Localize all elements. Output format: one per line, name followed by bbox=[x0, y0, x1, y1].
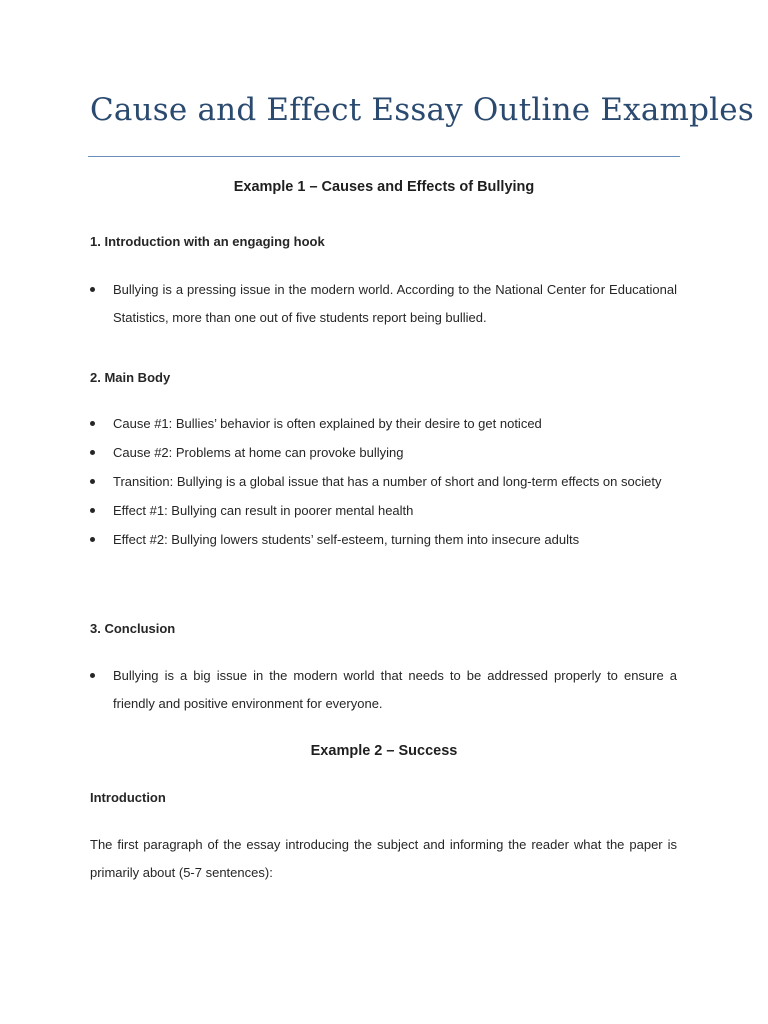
example-1-heading: Example 1 – Causes and Effects of Bullying bbox=[233, 179, 535, 195]
bullet-icon bbox=[90, 421, 95, 426]
example-2-introduction-paragraph: The first paragraph of the essay introducing the subject and informing the reader what the paper is primarily about (5-7 sentences): bbox=[90, 837, 677, 880]
bullet-icon bbox=[90, 508, 95, 513]
bullet-icon bbox=[90, 673, 95, 678]
list-item-text: Bullying is a big issue in the modern world that needs to be addressed properly to ensure a friendly and positive environment for everyone. bbox=[113, 668, 677, 711]
conclusion-bullet-list bbox=[90, 662, 677, 718]
list-item bbox=[90, 410, 677, 438]
list-item bbox=[90, 497, 677, 525]
section-main-body-heading: 2. Main Body bbox=[90, 370, 171, 385]
example-2-introduction-heading: Introduction bbox=[90, 790, 166, 805]
list-item bbox=[90, 439, 677, 467]
section-conclusion-heading: 3. Conclusion bbox=[90, 621, 176, 636]
bullet-icon bbox=[90, 537, 95, 542]
list-item-text: Transition: Bullying is a global issue that has a number of short and long-term effects on society bbox=[113, 474, 662, 489]
list-item bbox=[90, 276, 677, 332]
list-item bbox=[90, 662, 677, 718]
document-title: Cause and Effect Essay Outline Examples bbox=[90, 92, 754, 128]
list-item-text: Effect #1: Bullying can result in poorer mental health bbox=[113, 503, 414, 518]
list-item bbox=[90, 526, 677, 554]
list-item-text: Cause #2: Problems at home can provoke bullying bbox=[113, 445, 404, 460]
bullet-icon bbox=[90, 450, 95, 455]
list-item bbox=[90, 468, 677, 496]
introduction-bullet-list bbox=[90, 276, 677, 332]
bullet-icon bbox=[90, 479, 95, 484]
title-divider bbox=[88, 156, 680, 157]
list-item-text: Effect #2: Bullying lowers students’ self-esteem, turning them into insecure adults bbox=[113, 532, 580, 547]
list-item-text: Bullying is a pressing issue in the modern world. According to the National Center for Educational Statistics, more than one out of five students report being bullied. bbox=[113, 282, 677, 325]
section-introduction-heading: 1. Introduction with an engaging hook bbox=[90, 234, 325, 249]
main-body-bullet-list bbox=[90, 410, 677, 554]
bullet-icon bbox=[90, 287, 95, 292]
list-item-text: Cause #1: Bullies’ behavior is often explained by their desire to get noticed bbox=[113, 416, 542, 431]
example-2-heading: Example 2 – Success bbox=[310, 743, 458, 759]
